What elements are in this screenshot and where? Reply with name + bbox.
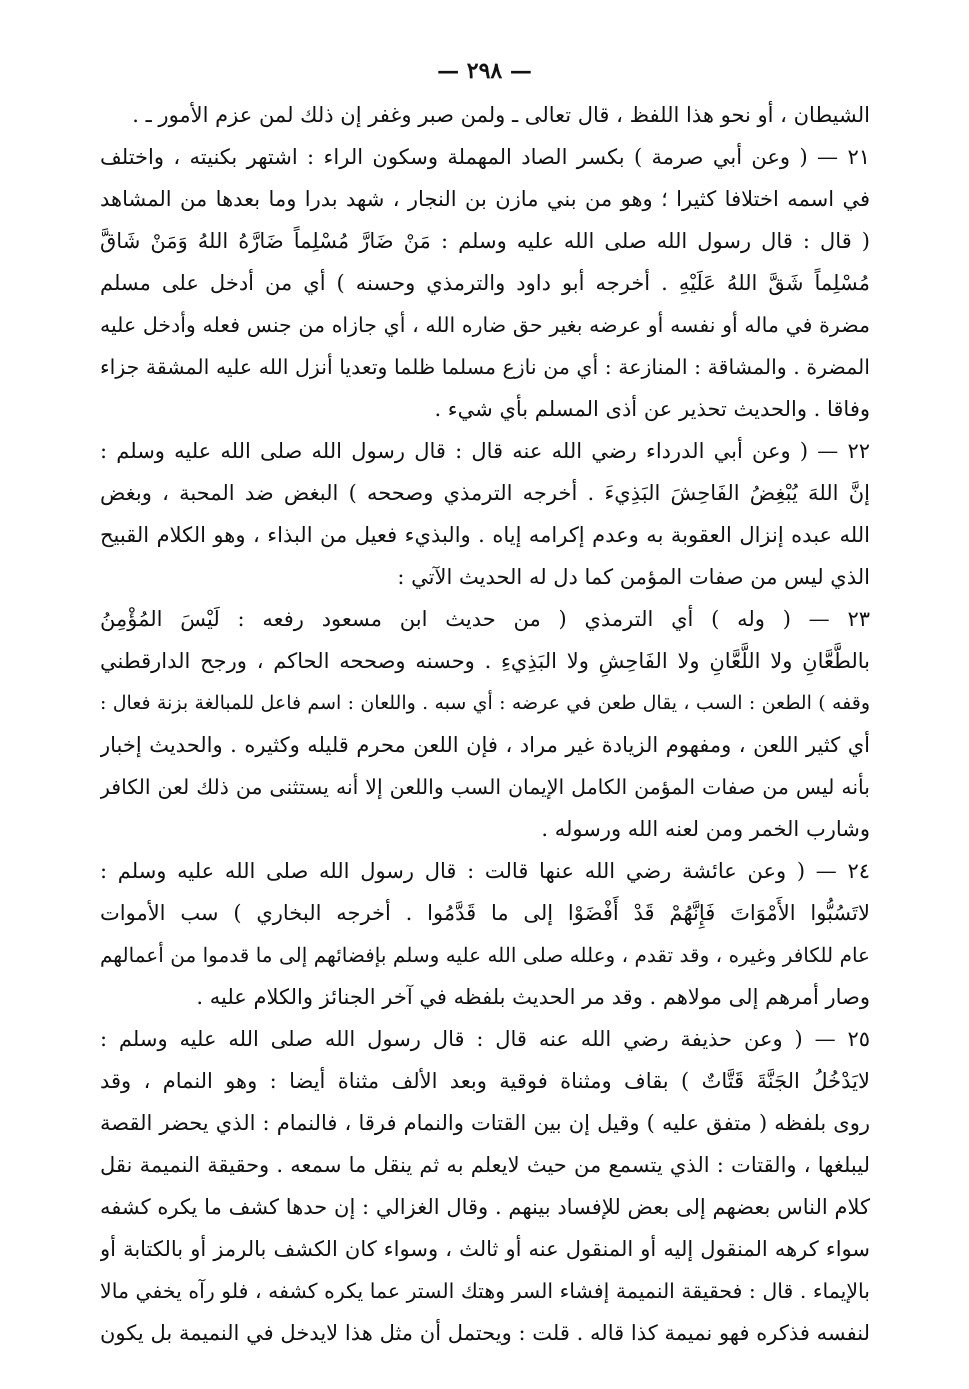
text-line: في اسمه اختلافا كثيرا ؛ وهو من بني مازن بن النجار ، شهد بدرا وما بعدها من المشاهد: [100, 187, 870, 211]
text-line: لنفسه فذكره فهو نميمة كذا قاله . قلت : ويحتمل أن مثل هذا لايدخل في النميمة بل يكون: [100, 1321, 870, 1345]
text-line: إنَّ اللهَ يُبْغِضُ الفَاحِشَ البَذِيءَ . أخرجه الترمذي وصححه ) البغض ضد المحبة ، وبغض: [100, 481, 870, 505]
text-line: وشارب الخمر ومن لعنه الله ورسوله .: [541, 817, 870, 841]
text-line: الله عبده إنزال العقوبة به وعدم إكرامه إياه . والبذيء فعيل من البذاء ، وهو الكلام القبيح: [100, 523, 870, 547]
text-line: لايَدْخُلُ الجَنَّةَ قَتَّاتٌ ) بقاف ومثناة فوقية وبعد الألف مثناة أيضا : وهو النمام ، وقد: [100, 1069, 870, 1093]
text-line: كلام الناس بعضهم إلى بعض للإفساد بينهم . وقال الغزالي : إن حدها كشف ما يكره كشفه: [100, 1195, 870, 1219]
text-line: ٢٥ — ( وعن حذيفة رضي الله عنه قال : قال رسول الله صلى الله عليه وسلم :: [100, 1027, 870, 1051]
text-line: المضرة . والمشاقة : المنازعة : أي من نازع مسلما ظلما وتعديا أنزل الله عليه المشقة جزاء: [100, 355, 870, 379]
text-line: بالطَّعَّانِ ولا اللَّعَّانِ ولا الفَاحِشِ ولا البَذِيءِ . وحسنه وصححه الحاكم ، ورجح الدارقطني: [100, 649, 870, 673]
page-body-text: [100, 94, 870, 1354]
text-line: الذي ليس من صفات المؤمن كما دل له الحديث الآتي :: [397, 565, 870, 589]
text-line: مضرة في ماله أو نفسه أو عرضه بغير حق ضاره الله ، أي جازاه من جنس فعله وأدخل عليه: [100, 313, 870, 337]
text-line: ٢٢ — ( وعن أبي الدرداء رضي الله عنه قال : قال رسول الله صلى الله عليه وسلم :: [100, 439, 870, 463]
text-line: وصار أمرهم إلى مولاهم . وقد مر الحديث بلفظه في آخر الجنائز والكلام عليه .: [196, 985, 870, 1009]
text-line: ٢٣ — ( وله ) أي الترمذي ( من حديث ابن مسعود رفعه : لَيْسَ المُؤْمِنُ: [100, 607, 870, 631]
text-line: وفاقا . والحديث تحذير عن أذى المسلم بأي شيء .: [434, 397, 870, 421]
text-line: ٢١ — ( وعن أبي صرمة ) بكسر الصاد المهملة وسكون الراء : اشتهر بكنيته ، واختلف: [100, 145, 870, 169]
text-line: عام للكافر وغيره ، وقد تقدم ، وعلله صلى الله عليه وسلم بإفضائهم إلى ما قدموا من أعمالهم: [100, 943, 870, 967]
text-line: مُسْلِماً شَقَّ اللهُ عَلَيْهِ . أخرجه أبو داود والترمذي وحسنه ) أي من أدخل على مسلم: [100, 271, 870, 295]
text-line: روى بلفظه ( متفق عليه ) وقيل إن بين القتات والنمام فرقا ، فالنمام : الذي يحضر القصة: [100, 1111, 870, 1135]
text-line: ٢٤ — ( وعن عائشة رضي الله عنها قالت : قال رسول الله صلى الله عليه وسلم :: [100, 859, 870, 883]
text-line: الشيطان ، أو نحو هذا اللفظ ، قال تعالى ـ ولمن صبر وغفر إن ذلك لمن عزم الأمور ـ .: [132, 103, 870, 127]
text-line: لاتَسُبُّوا الأَمْوَاتَ فَإِنَّهُمْ قَدْ أَفْضَوْا إلى ما قَدَّمُوا . أخرجه البخاري ) سب الأموات: [100, 901, 870, 925]
text-line: أي كثير اللعن ، ومفهوم الزيادة غير مراد ، فإن اللعن محرم قليله وكثيره . والحديث إخبار: [100, 733, 870, 757]
text-line: بأنه ليس من صفات المؤمن الكامل الإيمان السب واللعن إلا أنه يستثنى من ذلك لعن الكافر: [100, 775, 870, 799]
text-line: ( قال : قال رسول الله صلى الله عليه وسلم : مَنْ ضَارَّ مُسْلِماً ضَارَّهُ اللهُ وَمَنْ شَاقَّ: [100, 229, 870, 253]
text-line: سواء كرهه المنقول إليه أو المنقول عنه أو ثالث ، وسواء كان الكشف بالرمز أو بالكتابة أو: [100, 1237, 870, 1261]
text-line: ليبلغها ، والقتات : الذي يتسمع من حيث لايعلم به ثم ينقل ما سمعه . وحقيقة النميمة نقل: [100, 1153, 870, 1177]
page-number: — ٢٩٨ —: [437, 58, 532, 84]
text-line: بالإيماء . قال : فحقيقة النميمة إفشاء السر وهتك الستر عما يكره كشفه ، فلو رآه يخفي مالا: [100, 1279, 870, 1303]
text-line: وقفه ) الطعن : السب ، يقال طعن في عرضه : أي سبه . واللعان : اسم فاعل للمبالغة بزنة فعال :: [100, 692, 870, 714]
